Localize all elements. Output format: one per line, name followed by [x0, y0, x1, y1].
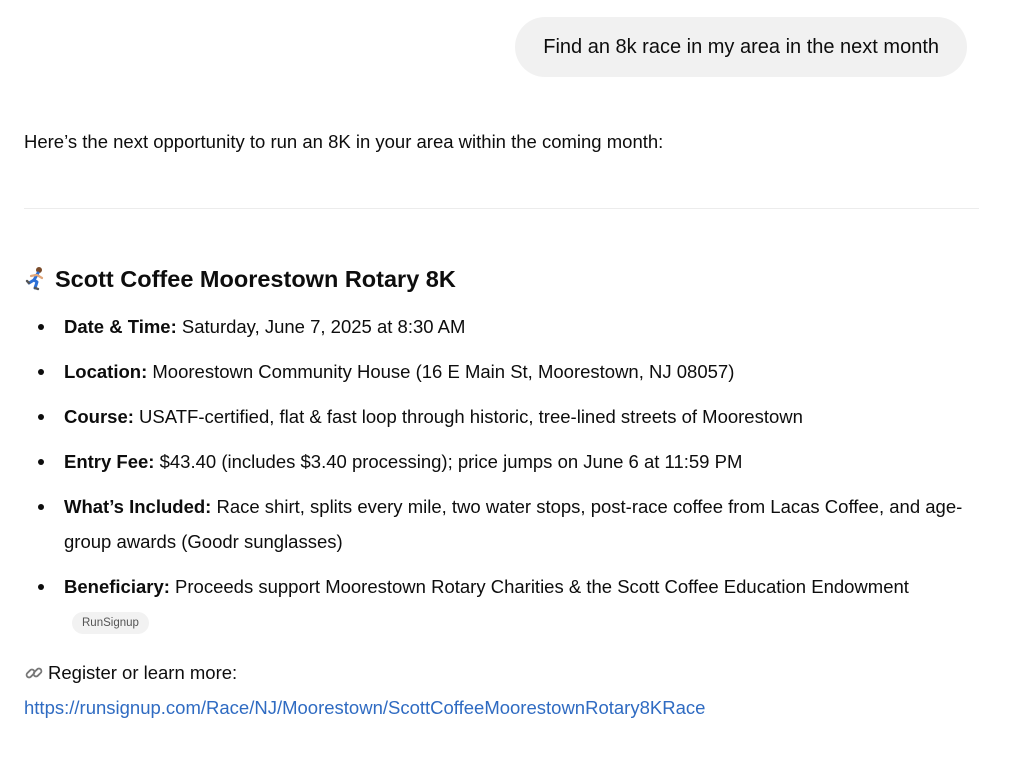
bullet-icon [38, 459, 44, 465]
list-item [24, 309, 979, 344]
bullet-icon [38, 584, 44, 590]
detail-label-date: Date & Time: [64, 316, 177, 337]
detail-value-location: Moorestown Community House (16 E Main St, Moorestown, NJ 08057) [152, 361, 735, 382]
race-heading [24, 263, 456, 295]
detail-value-entry-fee: $43.40 (includes $3.40 processing); price jumps on June 6 at 11:59 PM [159, 451, 743, 472]
list-item [24, 569, 979, 639]
bullet-icon [38, 414, 44, 420]
link-icon [24, 663, 44, 683]
detail-label-entry-fee: Entry Fee: [64, 451, 155, 472]
detail-label-location: Location: [64, 361, 148, 382]
register-label: Register or learn more: [48, 662, 238, 683]
detail-value-course: USATF-certified, flat & fast loop through historic, tree-lined streets of Moorestown [139, 406, 803, 427]
detail-label-beneficiary: Beneficiary: [64, 576, 170, 597]
assistant-intro-text: Here’s the next opportunity to run an 8K in your area within the coming month: [24, 131, 664, 152]
detail-label-included: What’s Included: [64, 496, 212, 517]
list-item [24, 444, 979, 479]
section-divider [24, 208, 979, 209]
register-link[interactable]: https://runsignup.com/Race/NJ/Moorestown/ScottCoffeeMoorestownRotary8KRace [24, 697, 706, 718]
register-line [24, 660, 237, 686]
list-item [24, 399, 979, 434]
user-message-row [515, 17, 967, 77]
detail-value-beneficiary: Proceeds support Moorestown Rotary Charities & the Scott Coffee Education Endowment [175, 576, 909, 597]
bullet-icon [38, 504, 44, 510]
list-item [24, 354, 979, 389]
runner-icon [24, 266, 48, 292]
bullet-icon [38, 369, 44, 375]
detail-value-date: Saturday, June 7, 2025 at 8:30 AM [181, 316, 466, 337]
source-badge[interactable]: RunSignup [72, 612, 149, 634]
race-title: Scott Coffee Moorestown Rotary 8K [55, 266, 456, 292]
bullet-icon [38, 324, 44, 330]
user-message-bubble: Find an 8k race in my area in the next month [515, 17, 967, 77]
detail-label-course: Course: [64, 406, 134, 427]
race-details-list [24, 309, 979, 649]
detail-value-included: Race shirt, splits every mile, two water stops, post-race coffee from Lacas Coffee, and age-group awards (Goodr sunglasses) [64, 496, 963, 552]
list-item [24, 489, 979, 559]
